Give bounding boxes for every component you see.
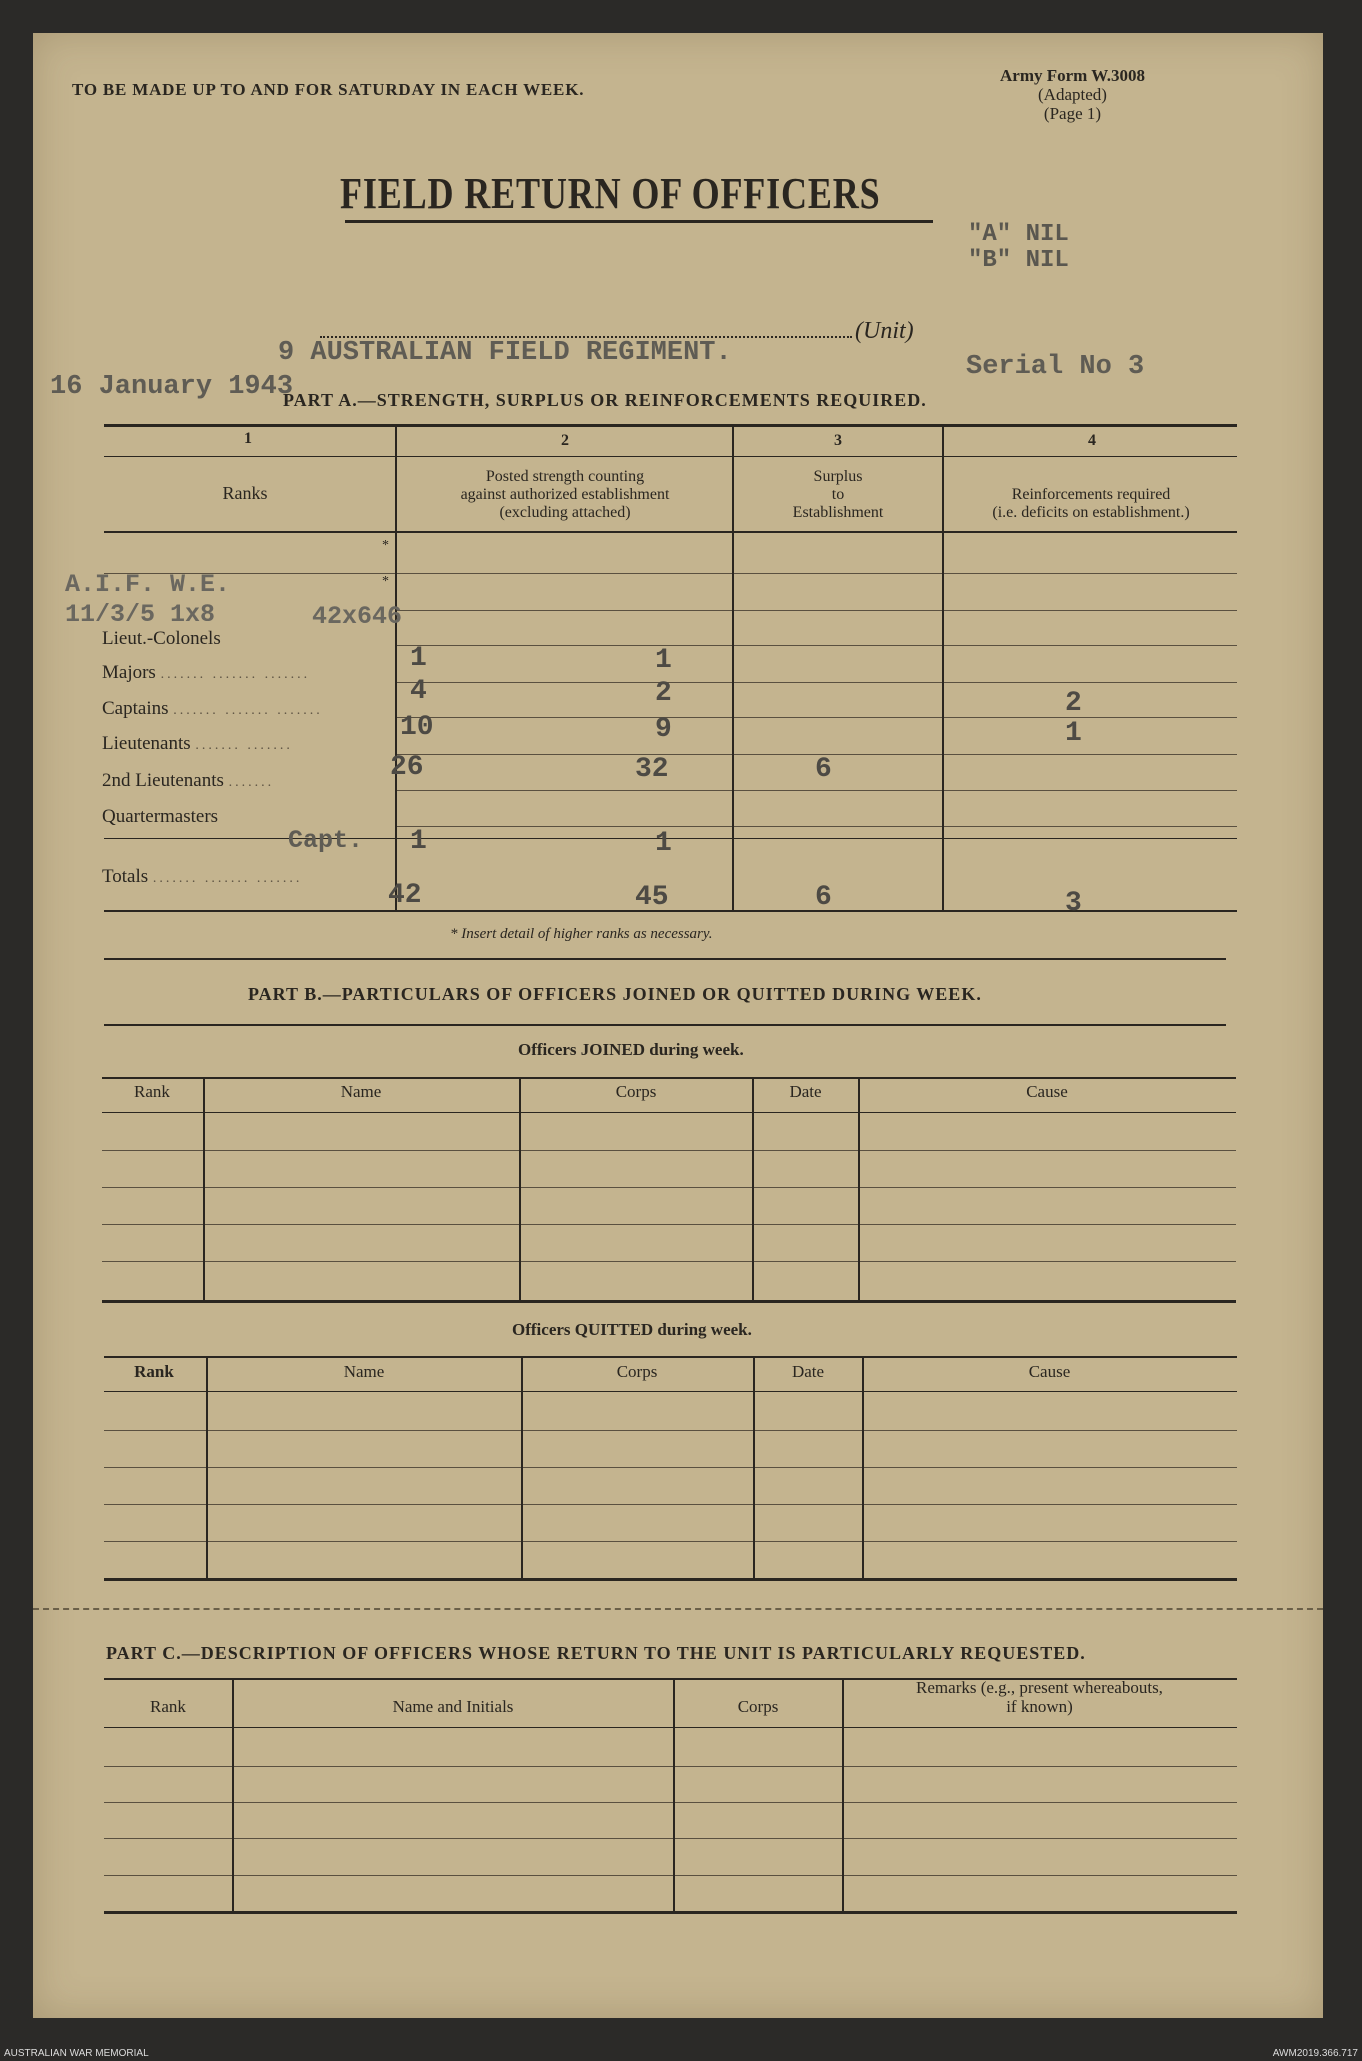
reinf-majors: 2 [1065, 688, 1082, 719]
aif-establishment-stamp [65, 570, 230, 630]
form-number: Army Form W.3008 [1000, 66, 1145, 85]
footnote: * Insert detail of higher ranks as necessary. [450, 926, 713, 942]
quitted-col-cause: Cause [1028, 1362, 1071, 1381]
col-reinf-line2: (i.e. deficits on establishment.) [992, 504, 1190, 521]
posted-lieutenants: 32 [635, 754, 669, 785]
total-posted: 45 [635, 882, 669, 913]
col-reinf-line1: Reinforcements required [1011, 486, 1171, 503]
col-posted-line1: Posted strength counting [485, 468, 645, 485]
rank-2nd-lieutenants-label: 2nd Lieutenants [102, 770, 224, 791]
posted-captains: 9 [655, 714, 672, 745]
part-b-heading: PART B.—PARTICULARS OF OFFICERS JOINED OR QUITTED DURING WEEK. [248, 984, 982, 1004]
footer-accession: AWM2019.366.717 [1272, 2048, 1358, 2059]
aif-line-1: A.I.F. W.E. [65, 570, 231, 599]
quitted-title: Officers QUITTED during week. [512, 1320, 752, 1339]
adapted-note: (Adapted) [1038, 85, 1107, 104]
aif-value: 42x646 [312, 602, 403, 631]
reinf-captains: 1 [1065, 718, 1082, 749]
capt-label: Capt. [288, 826, 364, 855]
partc-col-remarks [843, 1678, 1236, 1716]
instruction-text: TO BE MADE UP TO AND FOR SATURDAY IN EACH WEEK. [72, 80, 585, 99]
rank-2nd-lieutenants [102, 770, 274, 792]
perforation-line [33, 1608, 1323, 1610]
unit-value: 9 AUSTRALIAN FIELD REGIMENT. [278, 338, 732, 368]
col-number-4: 4 [1088, 432, 1096, 449]
col-surplus-line3: Establishment [792, 504, 884, 521]
leader-dots: ....... [228, 775, 275, 790]
quitted-col-date: Date [791, 1362, 825, 1381]
leader-dots: ....... ....... ....... [173, 703, 323, 718]
ae-captains: 10 [400, 712, 434, 743]
col-ranks-header: Ranks [222, 483, 268, 503]
unit-label: (Unit) [855, 318, 914, 344]
rank-lieutenants [102, 733, 293, 755]
col-surplus-header [738, 468, 938, 522]
form-title: FIELD RETURN OF OFFICERS [340, 169, 881, 218]
return-date: 16 January 1943 [50, 372, 294, 402]
serial-number: Serial No 3 [966, 352, 1145, 382]
quitted-col-name: Name [343, 1362, 385, 1381]
totals-label-row [102, 866, 302, 888]
totals-label: Totals [102, 866, 149, 887]
surplus-lieutenants: 6 [815, 754, 832, 785]
leader-dots: ....... ....... ....... [160, 667, 311, 682]
rank-majors-label: Majors [102, 662, 156, 683]
aif-line-2: 11/3/5 1x8 [65, 600, 216, 629]
posted-lt-col: 1 [655, 645, 672, 676]
rank-majors [102, 662, 310, 684]
joined-col-name: Name [340, 1082, 382, 1101]
ae-majors: 4 [410, 676, 427, 707]
partc-col-corps: Corps [737, 1697, 779, 1716]
star-marker-1: * [382, 538, 389, 553]
col-surplus-line1: Surplus [813, 468, 863, 485]
ae-capt: 1 [410, 826, 427, 857]
col-number-3: 3 [834, 432, 842, 449]
partc-col-rank: Rank [150, 1697, 186, 1716]
ae-lieutenants: 26 [390, 752, 424, 783]
part-c-heading: PART C.—DESCRIPTION OF OFFICERS WHOSE RETURN TO THE UNIT IS PARTICULARLY REQUESTED. [106, 1643, 1086, 1663]
stamp-a: "A" NIL [968, 221, 1069, 248]
posted-majors: 2 [655, 678, 672, 709]
total-reinf: 3 [1065, 888, 1082, 919]
rank-lieutenants-label: Lieutenants [102, 733, 191, 754]
col-posted-line3: (excluding attached) [499, 504, 631, 521]
col-reinf-header [946, 486, 1236, 522]
remarks-line1: Remarks (e.g., present whereabouts, [916, 1678, 1163, 1697]
star-marker-2: * [382, 574, 389, 589]
partc-col-name: Name and Initials [392, 1697, 514, 1716]
col-posted-line2: against authorized establishment [460, 486, 670, 503]
joined-col-cause: Cause [1026, 1082, 1068, 1101]
ae-lt-col: 1 [410, 643, 427, 674]
form-number-block [1000, 66, 1145, 123]
quitted-col-corps: Corps [616, 1362, 658, 1381]
joined-col-date: Date [789, 1082, 822, 1101]
total-ae: 42 [388, 880, 422, 911]
col-number-1: 1 [244, 430, 252, 447]
col-surplus-line2: to [831, 486, 845, 503]
page-note: (Page 1) [1043, 104, 1102, 123]
quitted-col-rank: Rank [134, 1362, 174, 1381]
nil-stamp [968, 222, 1069, 274]
rank-captains [102, 698, 323, 720]
leader-dots: ....... ....... [195, 738, 293, 753]
remarks-line2: if known) [1006, 1697, 1073, 1716]
title-underline [345, 220, 933, 223]
joined-col-corps: Corps [615, 1082, 657, 1101]
rank-quartermasters: Quartermasters [102, 806, 219, 827]
rank-captains-label: Captains [102, 698, 169, 719]
total-surplus: 6 [815, 882, 832, 913]
col-posted-header [400, 468, 730, 522]
col-number-2: 2 [561, 432, 569, 449]
joined-title: Officers JOINED during week. [518, 1040, 744, 1059]
joined-col-rank: Rank [134, 1082, 170, 1101]
leader-dots: ....... ....... ....... [152, 871, 303, 886]
rank-lieut-colonels: Lieut.-Colonels [102, 628, 221, 649]
stamp-b: "B" NIL [968, 247, 1069, 274]
posted-capt: 1 [655, 828, 672, 859]
part-a-heading: PART A.—STRENGTH, SURPLUS OR REINFORCEMENTS REQUIRED. [283, 390, 927, 410]
footer-credit: AUSTRALIAN WAR MEMORIAL [4, 2048, 149, 2059]
